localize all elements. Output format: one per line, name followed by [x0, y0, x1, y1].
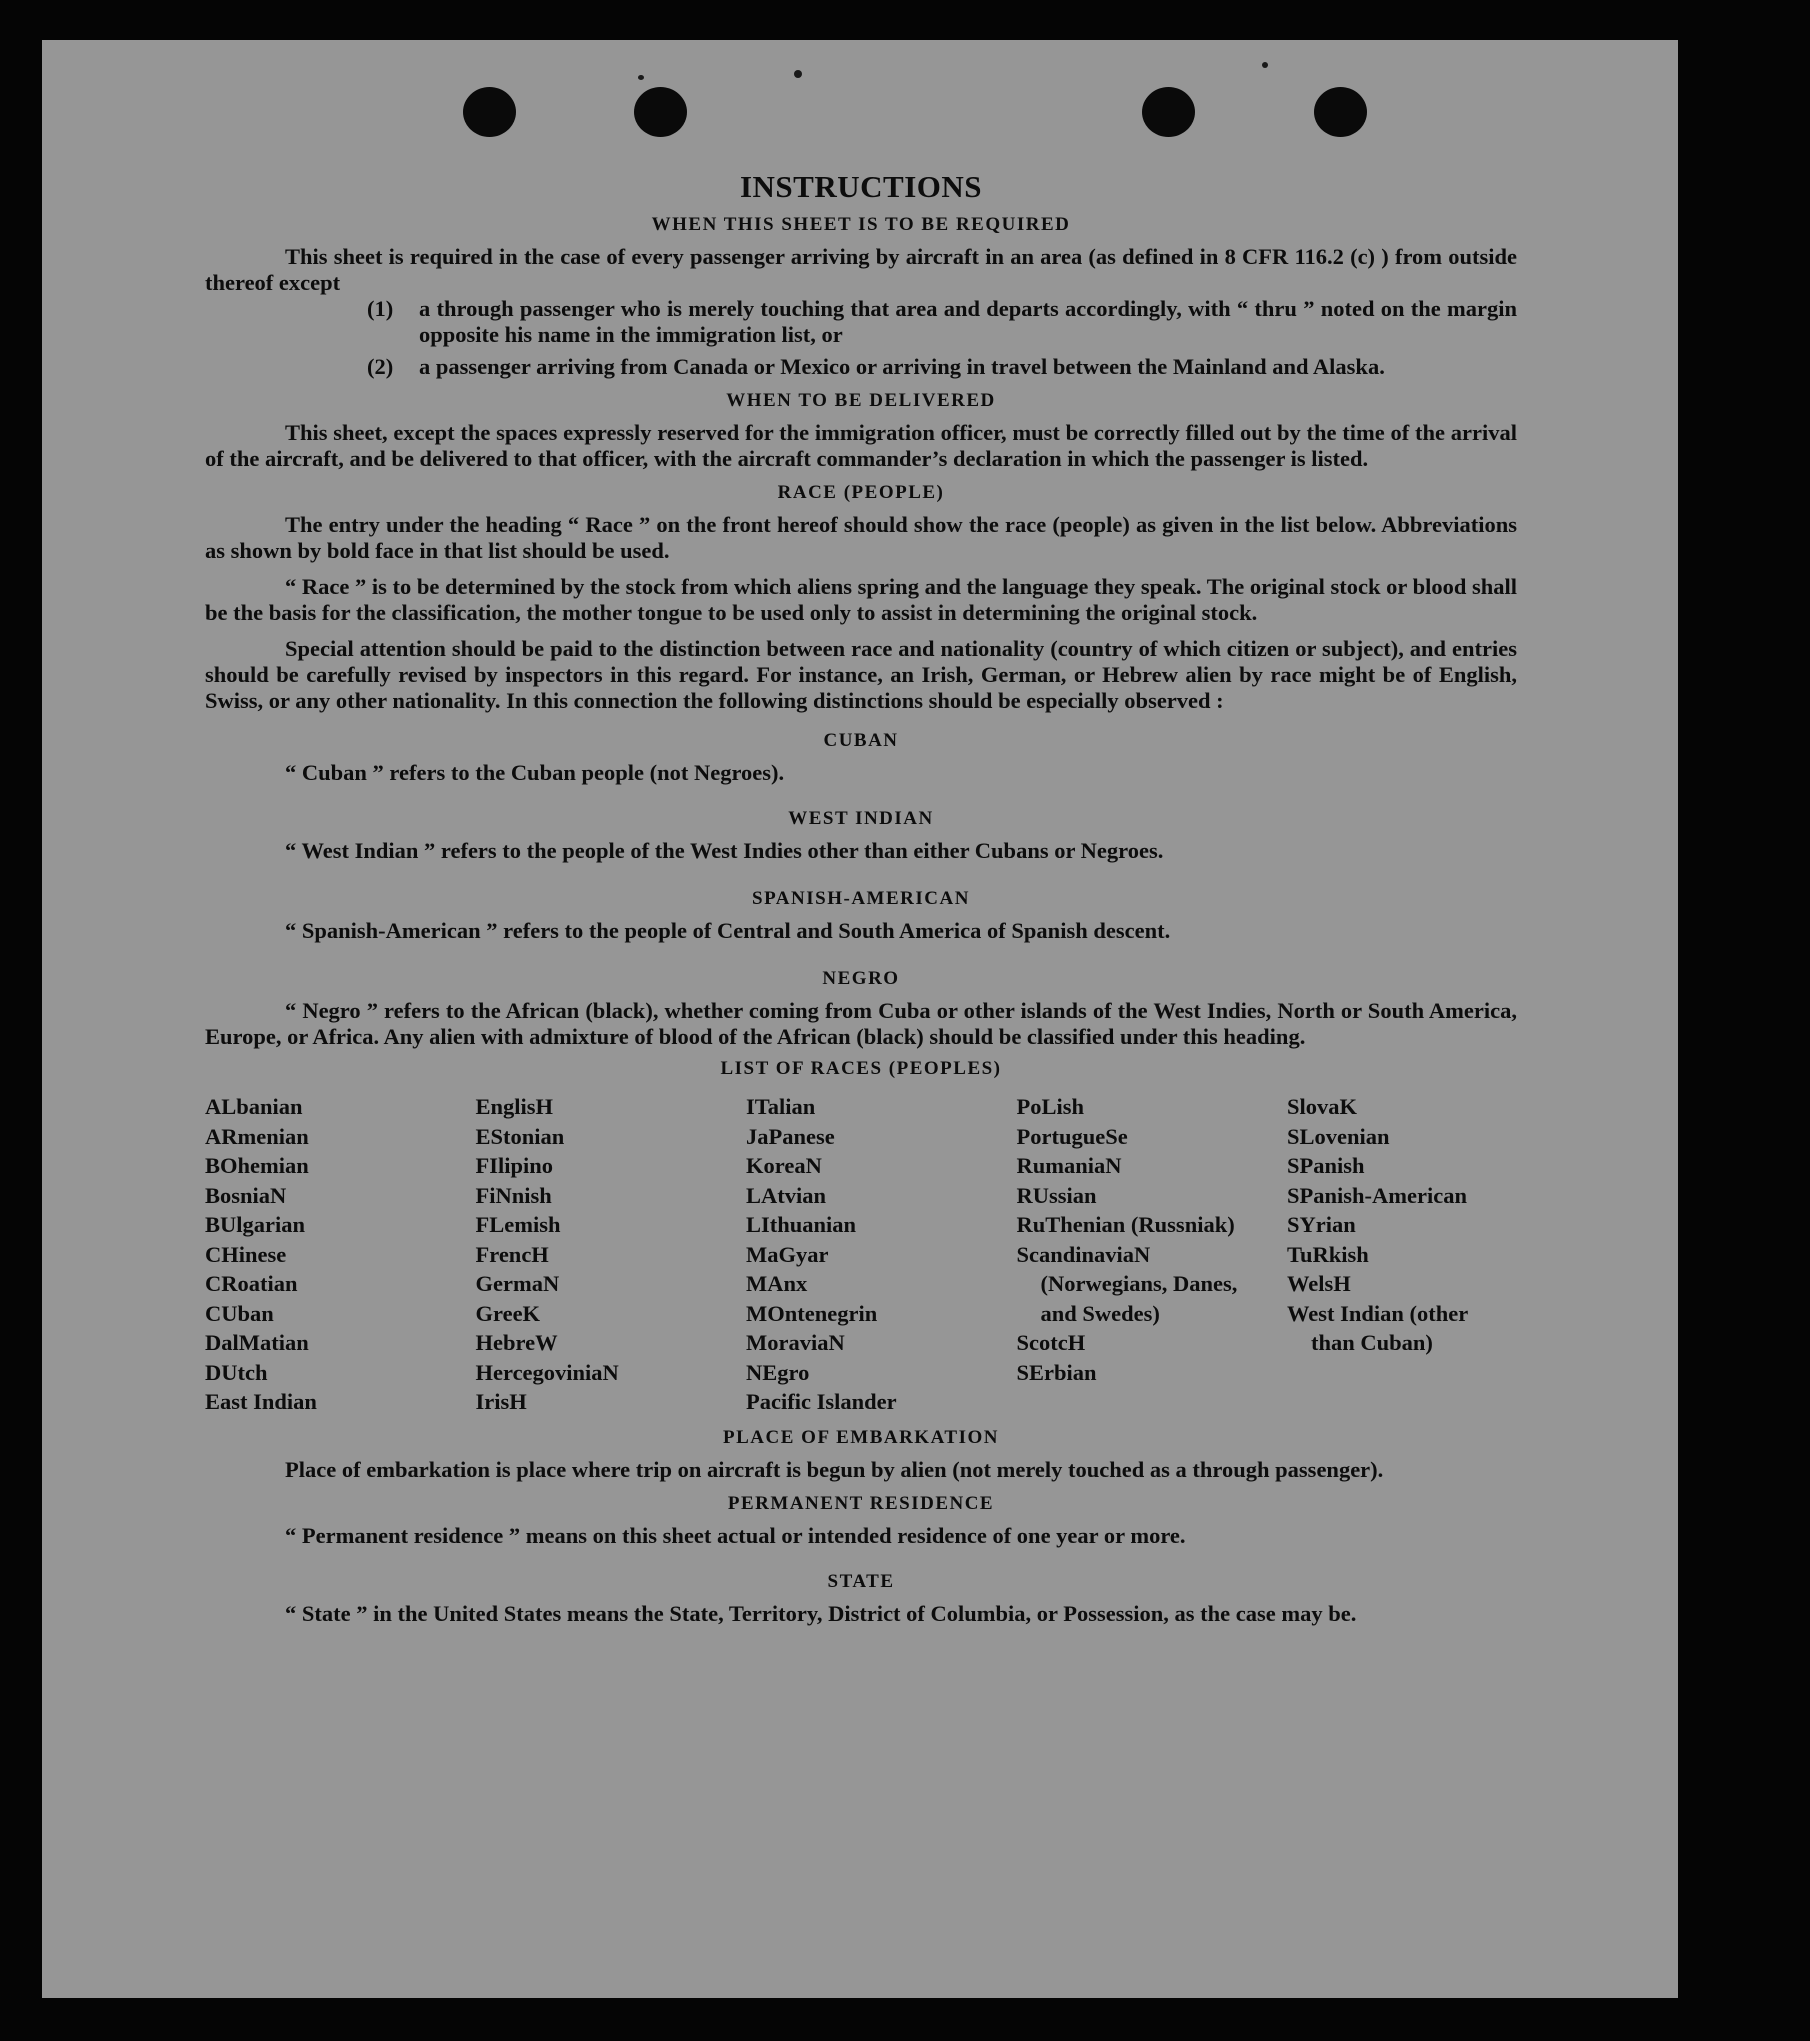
heading-permanent-residence: PERMANENT RESIDENCE: [727, 1492, 995, 1514]
heading-when-delivered: WHEN TO BE DELIVERED: [726, 390, 996, 411]
race-column: [1287, 1092, 1517, 1417]
race-item: ARmenian: [205, 1123, 309, 1149]
race-item: MoraviaN: [746, 1330, 845, 1355]
race-item: SYrian: [1287, 1212, 1356, 1237]
exception-item: [367, 296, 1517, 348]
race-item: SPanish: [1287, 1153, 1365, 1178]
heading-embarkation: PLACE OF EMBARKATION: [723, 1426, 999, 1448]
embarkation-text: Place of embarkation is place where trip on aircraft is begun by alien (not merely touched as a through passenger).: [285, 1456, 1384, 1482]
race-item: LAtvian: [746, 1182, 827, 1208]
race-paragraph-1: The entry under the heading “ Race ” on the front hereof should show the race (people) as given in the list below. Abbreviations as shown by bold face in that list should be used.: [205, 512, 1517, 563]
page-title: INSTRUCTIONS: [739, 169, 982, 204]
race-item: FiNnish: [475, 1182, 552, 1208]
race-item: NEgro: [746, 1359, 810, 1385]
race-item: FIlipino: [475, 1153, 554, 1178]
race-paragraph-2: “ Race ” is to be determined by the stock from which aliens spring and the language they speak. The original stock or blood shall be the basis for the classification, the mother tongue to be used only to assist in determining the original stock.: [205, 574, 1517, 625]
race-item: SLovenian: [1287, 1123, 1390, 1149]
race-item: SErbian: [1016, 1359, 1097, 1385]
paper-speck: [794, 70, 802, 78]
heading-west-indian: WEST INDIAN: [788, 808, 934, 829]
race-item: CUban: [205, 1300, 274, 1326]
race-item: BUlgarian: [205, 1212, 306, 1237]
race-item: Pacific Islander: [746, 1389, 897, 1414]
heading-race: RACE (PEOPLE): [777, 482, 945, 503]
race-item: BosniaN: [205, 1182, 287, 1208]
race-item: ScandinaviaN (Norwegians, Danes, and Swedes): [1016, 1241, 1238, 1326]
race-item: SPanish-American: [1287, 1182, 1467, 1208]
race-paragraph-3: Special attention should be paid to the distinction between race and nationality (country of which citizen or subject), and entries should be carefully revised by inspectors in this regard. For instance, an Irish, German, or Hebrew alien by race might be of English, Swiss, or any other nationality. In this connection the following distinctions should be especially observed :: [205, 636, 1517, 713]
exception-number: (1): [367, 296, 394, 321]
race-item: FLemish: [475, 1212, 561, 1237]
cuban-text: “ Cuban ” refers to the Cuban people (not Negroes).: [285, 760, 785, 785]
paper-speck: [1262, 62, 1268, 68]
race-item: RumaniaN: [1016, 1153, 1122, 1178]
heading-negro: NEGRO: [822, 968, 900, 989]
race-item: WelsH: [1287, 1271, 1351, 1296]
exception-number: (2): [367, 354, 394, 379]
race-item: HebreW: [475, 1330, 558, 1355]
paper-speck: [638, 75, 644, 80]
race-item: ITalian: [746, 1094, 816, 1119]
race-item: GreeK: [475, 1300, 541, 1326]
race-item: EnglisH: [475, 1094, 554, 1119]
race-item: KoreaN: [746, 1153, 822, 1178]
exception-text: a through passenger who is merely touching that area and departs accordingly, with “ thru ” noted on the margin opposite his name in the immigration list, or: [419, 296, 1517, 347]
punch-hole: [463, 87, 516, 137]
race-item: DUtch: [205, 1359, 268, 1385]
punch-hole: [634, 87, 687, 137]
heading-list-of-races: LIST OF RACES (PEOPLES): [720, 1058, 1002, 1079]
punch-hole: [1142, 87, 1195, 137]
race-item: ALbanian: [205, 1094, 303, 1119]
race-item: JaPanese: [746, 1123, 835, 1149]
race-item: CHinese: [205, 1241, 287, 1267]
race-item: LIthuanian: [746, 1212, 857, 1237]
punch-hole: [1314, 87, 1367, 137]
race-item: FrencH: [475, 1241, 549, 1267]
race-item: HercegoviniaN: [475, 1359, 619, 1385]
race-item: BOhemian: [205, 1153, 309, 1178]
race-item: West Indian (other than Cuban): [1287, 1300, 1468, 1355]
permanent-residence-text: “ Permanent residence ” means on this sheet actual or intended residence of one year or more.: [285, 1522, 1186, 1548]
race-item: GermaN: [475, 1271, 560, 1296]
race-item: PortugueSe: [1016, 1123, 1128, 1149]
heading-cuban: CUBAN: [823, 730, 899, 751]
race-item: SlovaK: [1287, 1094, 1358, 1119]
race-item: RuThenian (Russniak): [1016, 1212, 1235, 1237]
exception-item: [367, 354, 1517, 380]
when-required-intro: This sheet is required in the case of every passenger arriving by aircraft in an area (as defined in 8 CFR 116.2 (c) ) from outside thereof except: [205, 244, 1517, 295]
race-column: [746, 1092, 1008, 1417]
race-item: CRoatian: [205, 1271, 298, 1296]
heading-spanish-american: SPANISH-AMERICAN: [752, 888, 970, 909]
race-list: [205, 1092, 1517, 1417]
spanish-american-text: “ Spanish-American ” refers to the people of Central and South America of Spanish descent.: [285, 918, 1171, 943]
race-item: TuRkish: [1287, 1241, 1369, 1267]
negro-text: “ Negro ” refers to the African (black), whether coming from Cuba or other islands of the West Indies, North or South America, Europe, or Africa. Any alien with admixture of blood of the African (black) should be classified under this heading.: [205, 998, 1517, 1049]
race-column: [476, 1092, 738, 1417]
state-text: “ State ” in the United States means the State, Territory, District of Columbia, or Possession, as the case may be.: [285, 1600, 1357, 1626]
race-column: [205, 1092, 467, 1417]
race-item: IrisH: [475, 1389, 527, 1414]
race-column: [1017, 1092, 1279, 1417]
race-item: EStonian: [475, 1123, 565, 1149]
race-item: ScotcH: [1016, 1330, 1086, 1355]
race-item: MAnx: [746, 1271, 808, 1296]
heading-state: STATE: [827, 1570, 895, 1592]
instructions-content: [205, 164, 1517, 1627]
document-sheet: [42, 40, 1678, 1998]
race-item: RUssian: [1016, 1182, 1097, 1208]
exception-text: a passenger arriving from Canada or Mexico or arriving in travel between the Mainland and Alaska.: [419, 354, 1385, 379]
race-item: MaGyar: [746, 1241, 829, 1267]
race-item: MOntenegrin: [746, 1300, 878, 1326]
heading-when-required: WHEN THIS SHEET IS TO BE REQUIRED: [651, 214, 1071, 235]
when-delivered-text: This sheet, except the spaces expressly reserved for the immigration officer, must be correctly filled out by the time of the arrival of the aircraft, and be delivered to that officer, with the aircraft commander’s declaration in which the passenger is listed.: [205, 420, 1517, 471]
west-indian-text: “ West Indian ” refers to the people of the West Indies other than either Cubans or Negroes.: [285, 838, 1164, 863]
race-item: DalMatian: [205, 1330, 309, 1355]
race-item: East Indian: [205, 1389, 317, 1414]
race-item: PoLish: [1016, 1094, 1085, 1119]
